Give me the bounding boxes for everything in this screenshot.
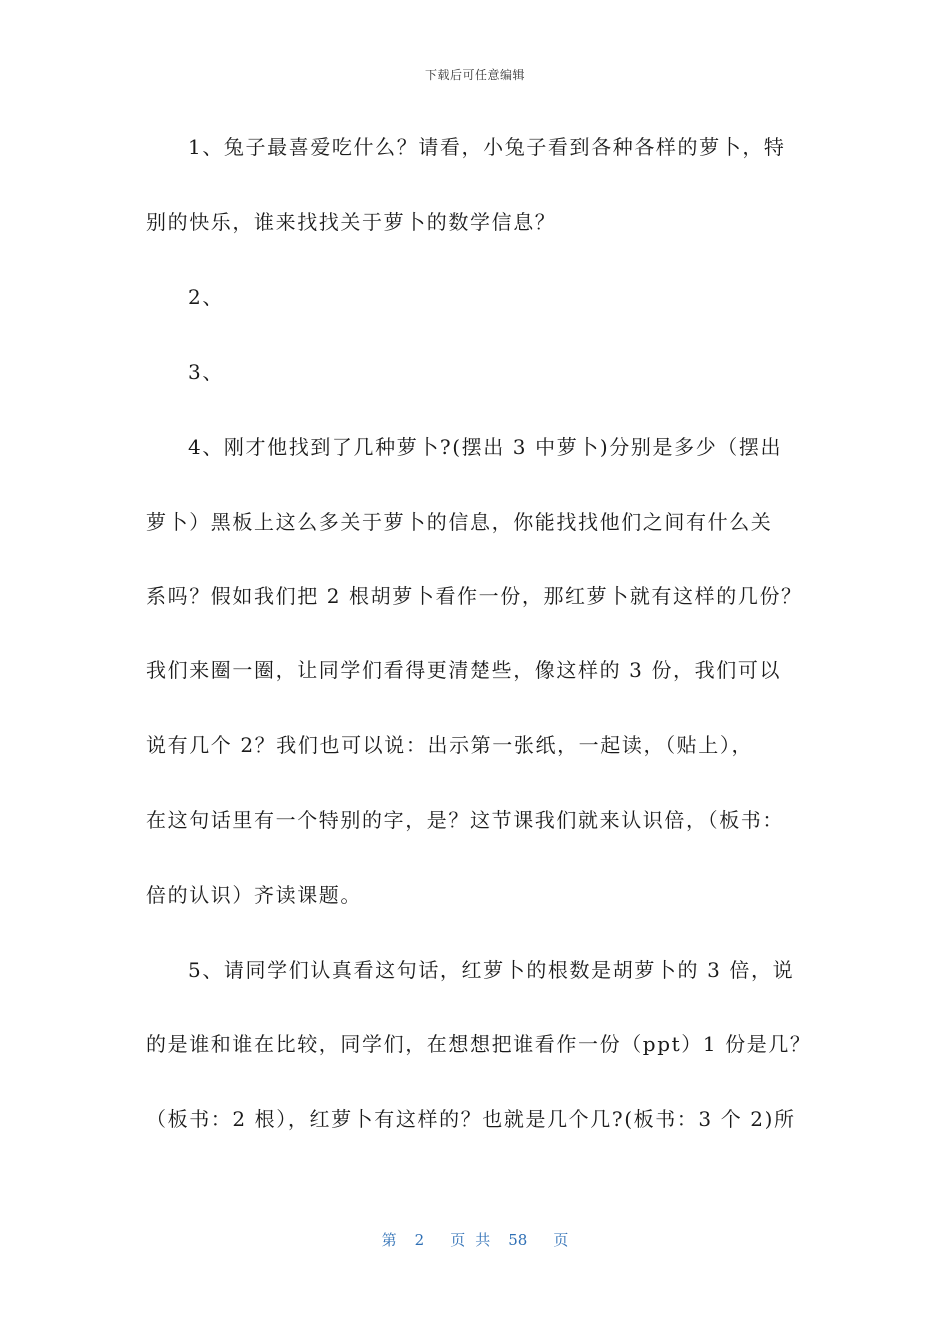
paragraph-line-9: 说有几个 2？我们也可以说：出示第一张纸，一起读，（贴上）， bbox=[146, 733, 754, 757]
page-footer bbox=[0, 1229, 950, 1250]
paragraph-line-8: 我们来圈一圈，让同学们看得更清楚些，像这样的 3 份，我们可以 bbox=[146, 658, 782, 682]
footer-page-prefix: 第 bbox=[381, 1231, 397, 1249]
footer-total-pages: 58 bbox=[508, 1231, 528, 1249]
paragraph-line-2: 别的快乐，谁来找找关于萝卜的数学信息？ bbox=[146, 210, 557, 234]
footer-page-label: 页 bbox=[450, 1231, 466, 1249]
paragraph-line-6: 萝卜）黑板上这么多关于萝卜的信息，你能找找他们之间有什么关 bbox=[146, 510, 773, 534]
page-header: 下载后可任意编辑 bbox=[424, 68, 525, 82]
paragraph-line-10: 在这句话里有一个特别的字，是？这节课我们就来认识倍，（板书： bbox=[146, 808, 784, 832]
footer-page-number: 2 bbox=[414, 1231, 425, 1249]
paragraph-line-12: 5、请同学们认真看这句话，红萝卜的根数是胡萝卜的 3 倍，说 bbox=[188, 958, 795, 982]
footer-total-prefix: 共 bbox=[475, 1231, 491, 1249]
paragraph-line-11: 倍的认识）齐读课题。 bbox=[146, 883, 362, 907]
paragraph-line-5: 4、刚才他找到了几种萝卜?(摆出 3 中萝卜)分别是多少（摆出 bbox=[188, 435, 783, 459]
paragraph-line-4: 3、 bbox=[188, 360, 224, 384]
paragraph-line-7: 系吗？假如我们把 2 根胡萝卜看作一份，那红萝卜就有这样的几份？ bbox=[146, 584, 803, 608]
paragraph-line-13: 的是谁和谁在比较，同学们，在想想把谁看作一份（ppt）1 份是几？ bbox=[146, 1032, 812, 1056]
footer-total-label: 页 bbox=[553, 1231, 569, 1249]
paragraph-line-14: （板书：2 根），红萝卜有这样的？也就是几个几?(板书：3 个 2)所 bbox=[146, 1107, 796, 1131]
paragraph-line-1: 1、兔子最喜爱吃什么？请看，小兔子看到各种各样的萝卜，特 bbox=[188, 135, 786, 159]
paragraph-line-3: 2、 bbox=[188, 285, 224, 309]
